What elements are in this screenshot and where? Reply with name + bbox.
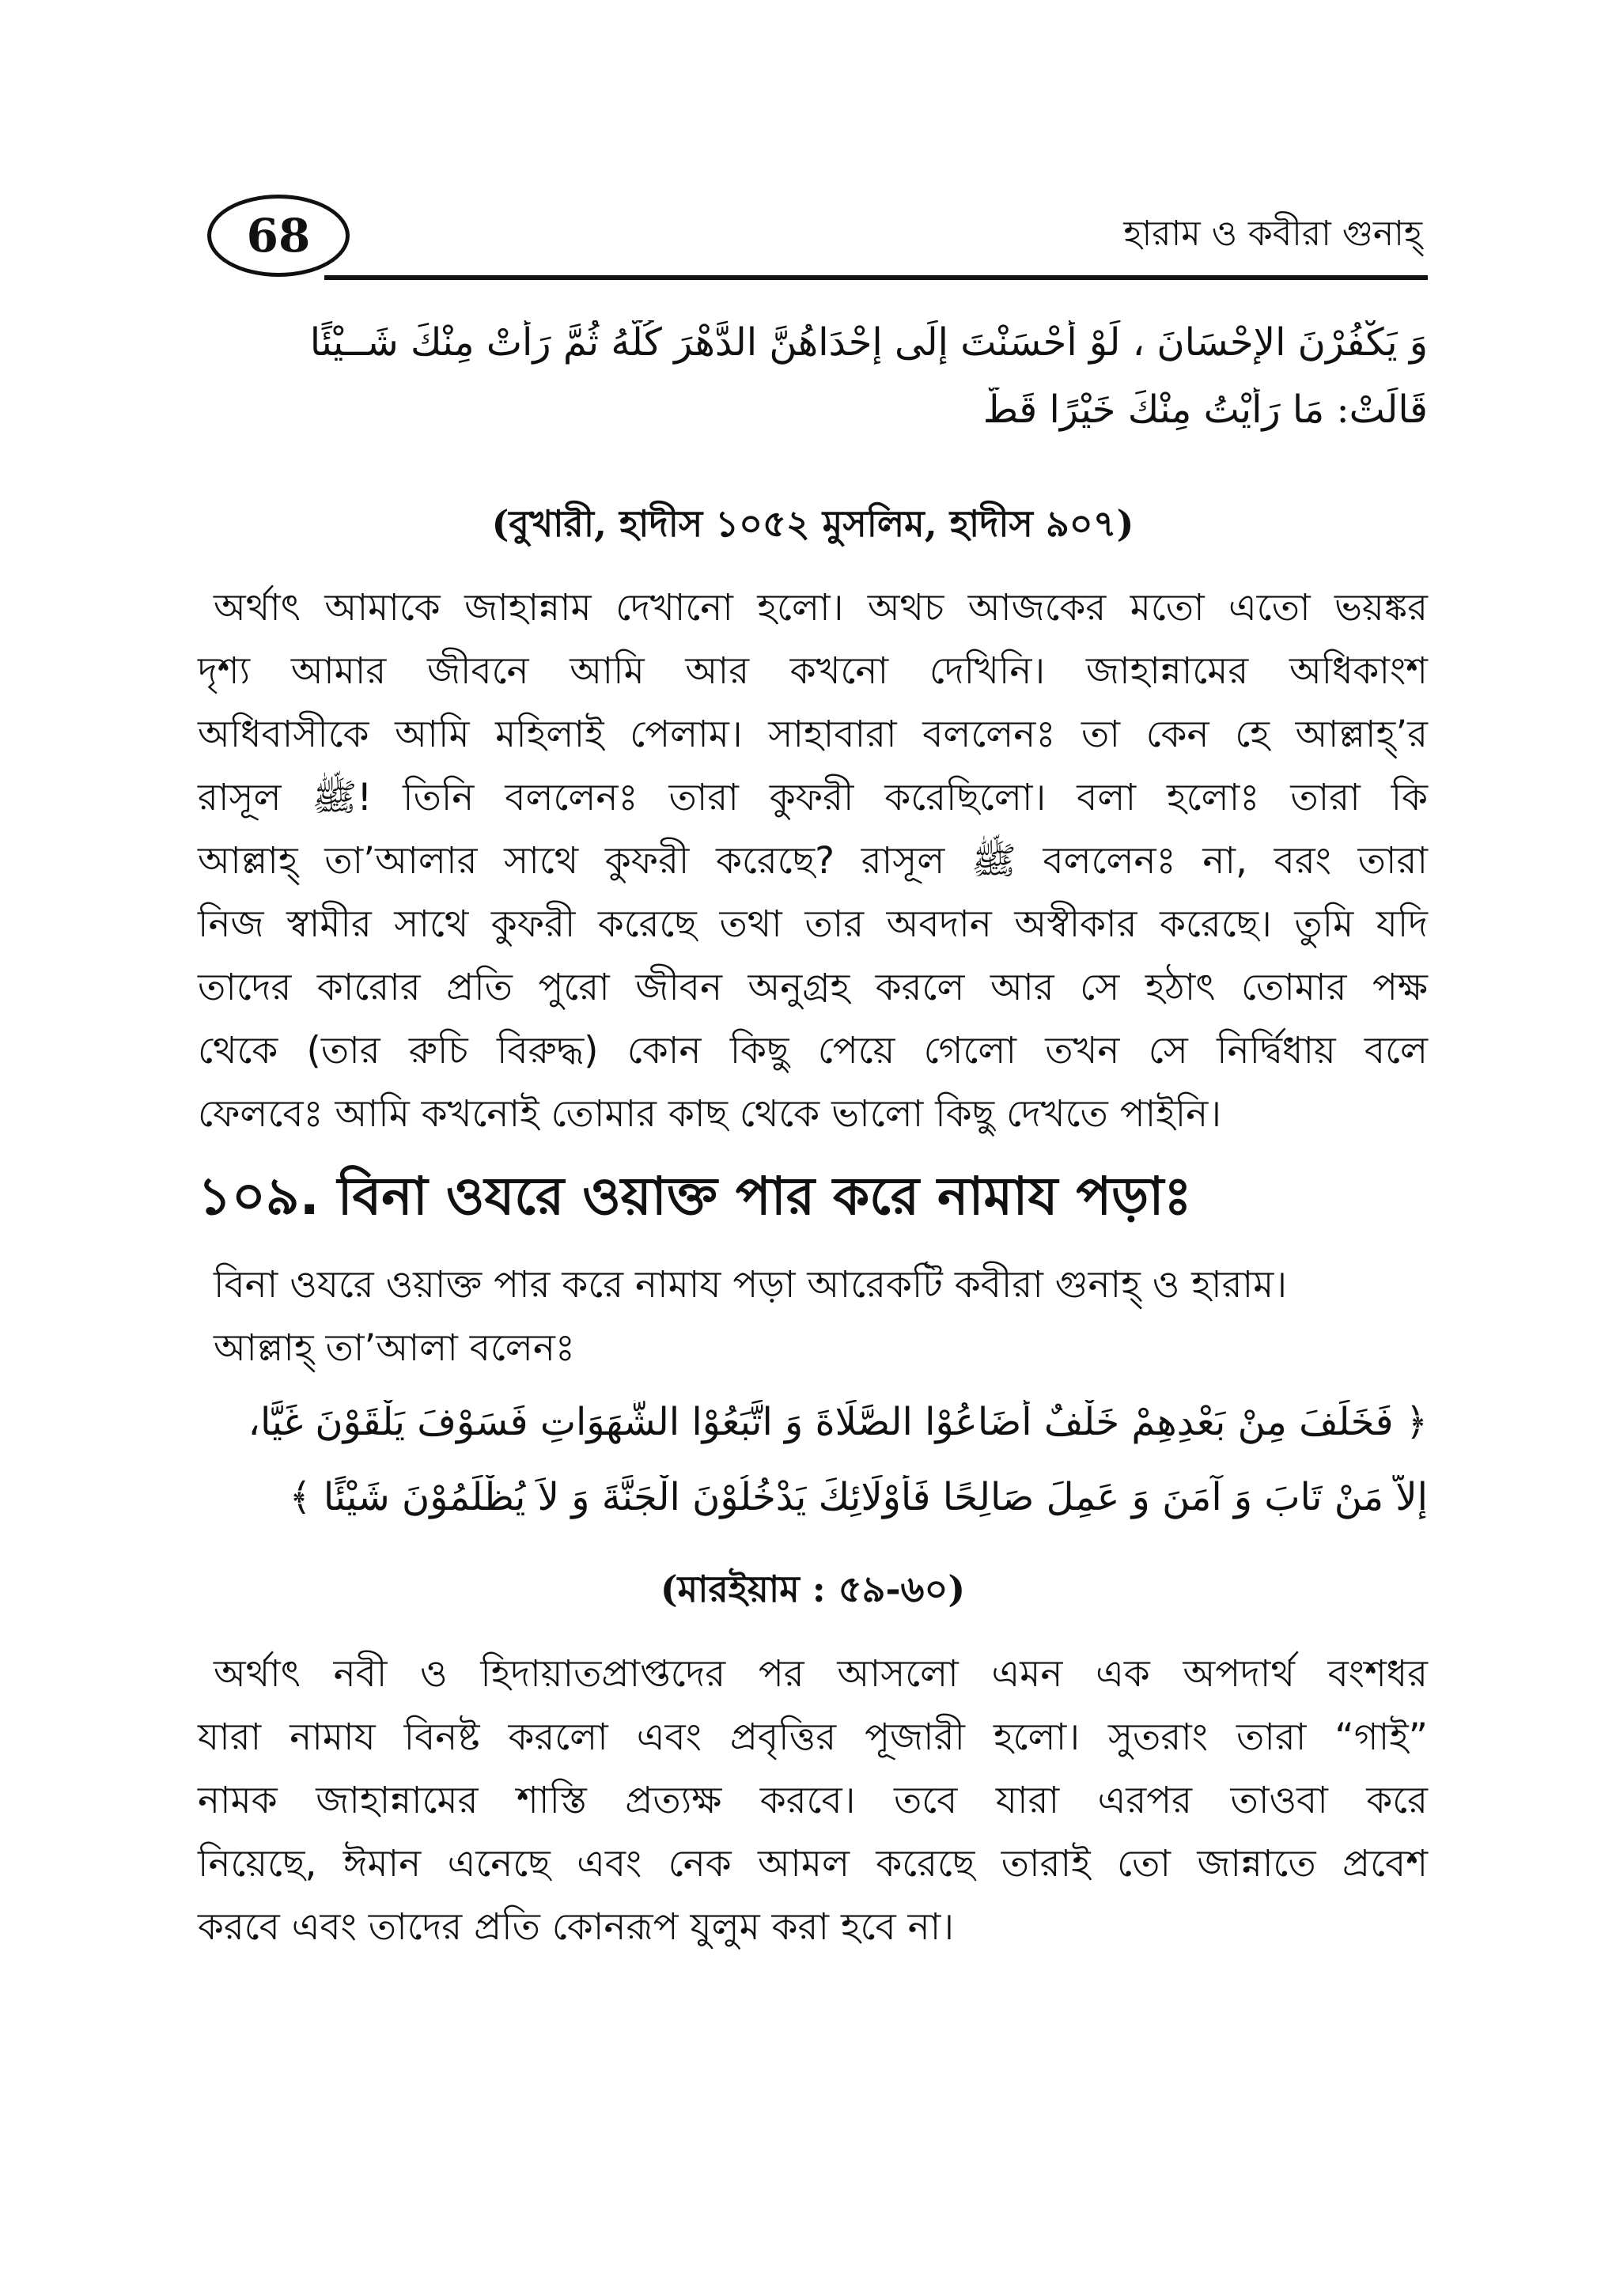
- translation-line: যারা নামায বিনষ্ট করলো এবং প্রবৃত্তির পূজারী হলো। সুতরাং তারা “গাই”: [198, 1715, 1428, 1759]
- hadith-citation: (বুখারী, হাদীস ১০৫২ মুসলিম, হাদীস ৯০৭): [491, 502, 1134, 545]
- hadith-arabic-line: قَالَتْ: مَا رَأَيْتُ مِنْكَ خَيْرًا قَطُّ: [982, 388, 1428, 432]
- translation-line: রাসূল ﷺ! তিনি বললেনঃ তারা কুফরী করেছিলো। বলা হলোঃ তারা কি: [198, 776, 1429, 819]
- translation-line: অধিবাসীকে আমি মহিলাই পেলাম। সাহাবারা বললেনঃ তা কেন হে আল্লাহ্’র: [198, 713, 1428, 756]
- translation-line: নিয়েছে, ঈমান এনেছে এবং নেক আমল করেছে তারাই তো জান্নাতে প্রবেশ: [198, 1842, 1428, 1886]
- intro-line: আল্লাহ্ তা’আলা বলেনঃ: [214, 1326, 575, 1370]
- translation-line: আল্লাহ্ তা’আলার সাথে কুফরী করেছে? রাসূল ﷺ বললেনঃ না, বরং তারা: [198, 839, 1428, 883]
- translation-line: অর্থাৎ নবী ও হিদায়াতপ্রাপ্তদের পর আসলো এমন এক অপদার্থ বংশধর: [214, 1652, 1428, 1696]
- section-heading: ১০৯. বিনা ওযরে ওয়াক্ত পার করে নামায পড়াঃ: [198, 1166, 1192, 1227]
- translation-line: অর্থাৎ আমাকে জাহান্নাম দেখানো হলো। অথচ আজকের মতো এতো ভয়ঙ্কর: [214, 586, 1428, 630]
- translation-line: দৃশ্য আমার জীবনে আমি আর কখনো দেখিনি। জাহান্নামের অধিকাংশ: [198, 649, 1428, 693]
- translation-line: করবে এবং তাদের প্রতি কোনরূপ যুলুম করা হবে না।: [198, 1905, 955, 1949]
- translation-line: নামক জাহান্নামের শাস্তি প্রত্যক্ষ করবে। তবে যারা এরপর তাওবা করে: [198, 1779, 1428, 1822]
- translation-line: নিজ স্বামীর সাথে কুফরী করেছে তথা তার অবদান অস্বীকার করেছে। তুমি যদি: [198, 902, 1428, 946]
- quran-citation: (মারইয়াম : ৫৯-৬০): [660, 1568, 966, 1610]
- translation-line: থেকে (তার রুচি বিরুদ্ধ) কোন কিছু পেয়ে গেলো তখন সে নির্দ্বিধায় বলে: [198, 1029, 1428, 1072]
- header-rule: [324, 275, 1428, 280]
- page-number: 68: [246, 209, 311, 263]
- quran-arabic-line: ﴿ فَخَلَفَ مِنْ بَعْدِهِمْ خَلْفٌ أَضَاعُوْا الصَّلَاةَ وَ اتَّبَعُوْا الشَّهَوَاتِ فَسَوْفَ يَلْقَوْنَ غَيًّا،: [248, 1400, 1428, 1444]
- quran-arabic-line: إِلاَّ مَنْ تَابَ وَ آمَنَ وَ عَمِلَ صَالِحًا فَأُوْلَائِكَ يَدْخُلُوْنَ الْجَنَّةَ وَ لاَ يُظْلَمُوْنَ شَيْئًا ﴾: [289, 1475, 1428, 1519]
- intro-line: বিনা ওযরে ওয়াক্ত পার করে নামায পড়া আরেকটি কবীরা গুনাহ্ ও হারাম।: [214, 1263, 1288, 1307]
- hadith-arabic-line: وَ يَكْفُرْنَ الإِحْسَانَ ، لَوْ أَحْسَنْتَ إِلَى إِحْدَاهُنَّ الدَّهْرَ كُلَّهُ ثُمَّ رَأَتْ مِنْكَ شَــيْئًا: [309, 320, 1428, 365]
- running-title: হারাম ও কবীরা গুনাহ্: [1123, 214, 1422, 254]
- page-number-oval: [207, 195, 350, 277]
- translation-line: ফেলবেঃ আমি কখনোই তোমার কাছ থেকে ভালো কিছু দেখতে পাইনি।: [198, 1092, 1221, 1136]
- translation-line: তাদের কারোর প্রতি পুরো জীবন অনুগ্রহ করলে আর সে হঠাৎ তোমার পক্ষ: [198, 966, 1428, 1009]
